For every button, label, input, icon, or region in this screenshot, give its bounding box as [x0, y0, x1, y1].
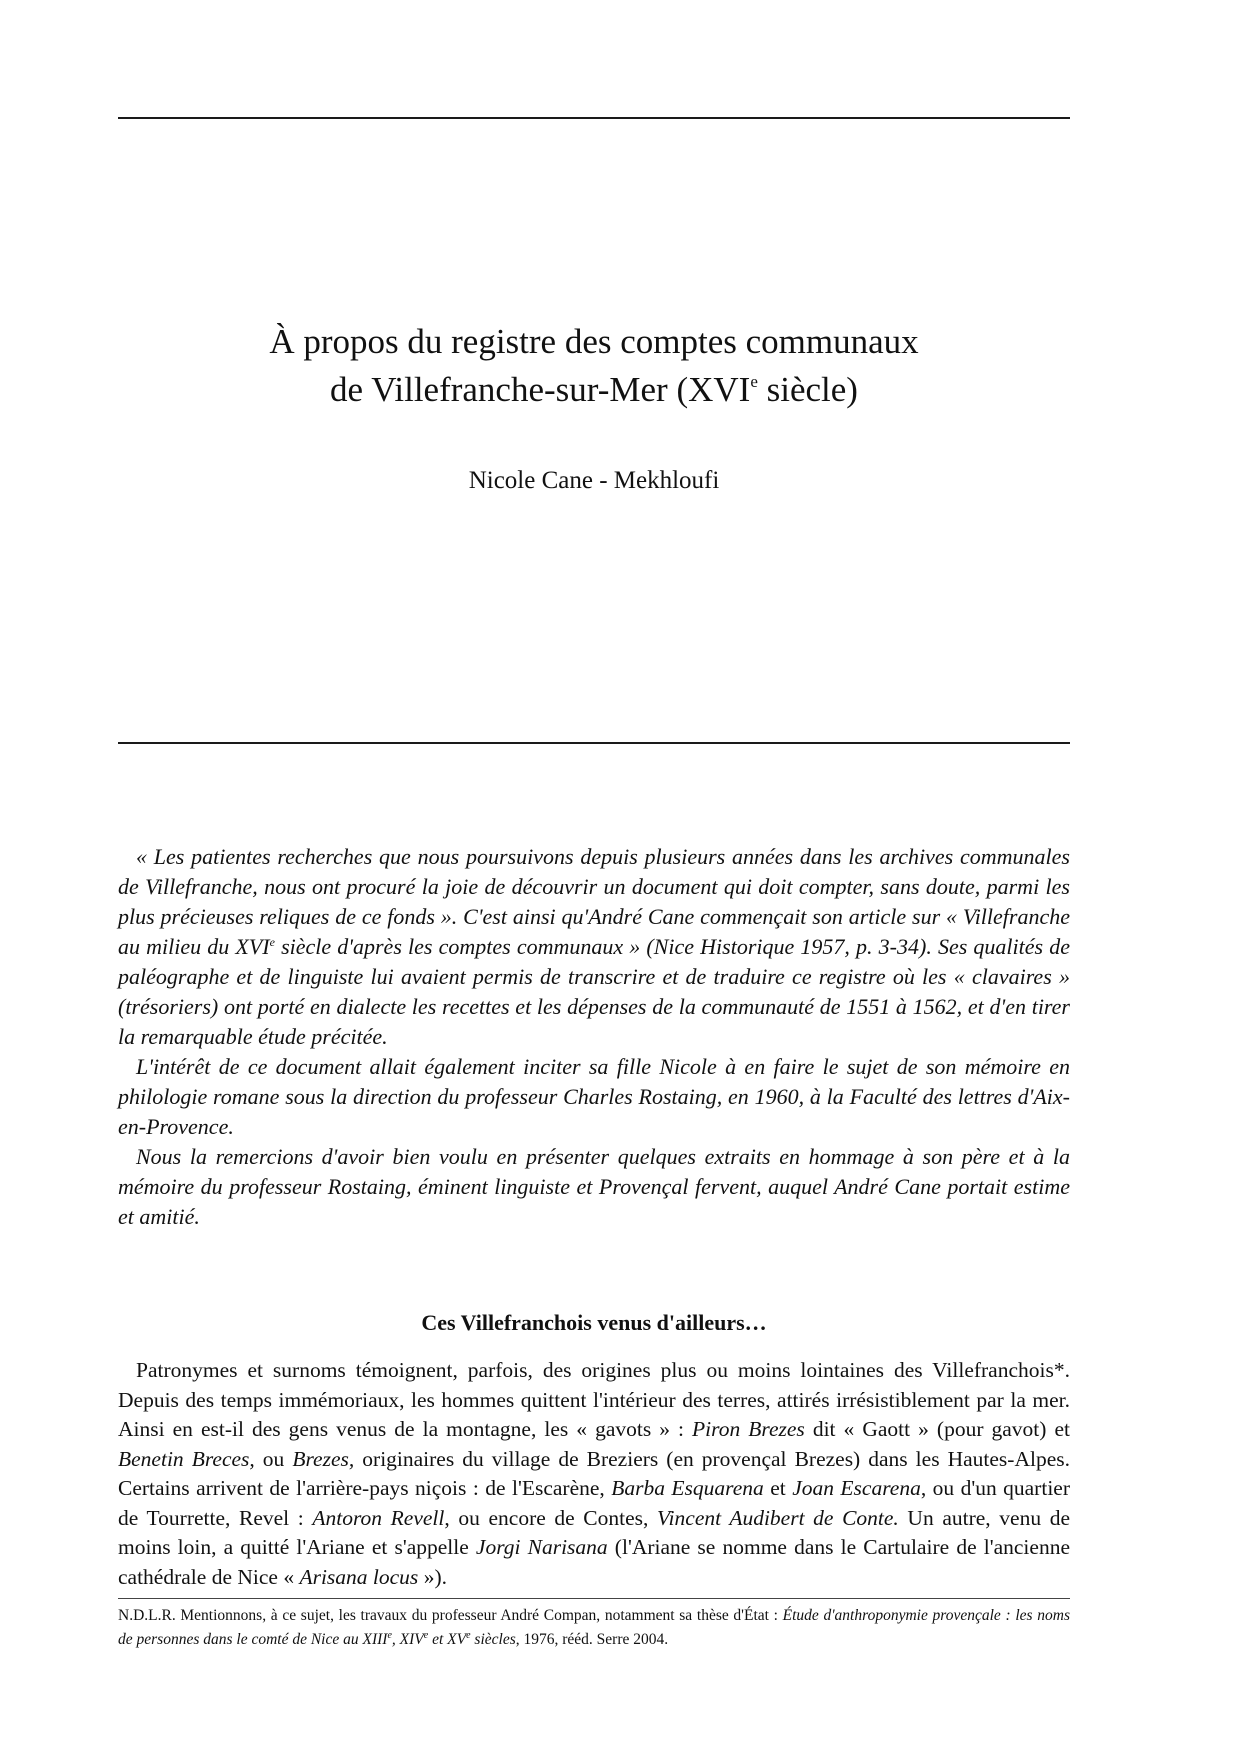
- epigraph: [118, 842, 1070, 1232]
- person-name: Joan Escarena: [792, 1476, 921, 1500]
- latin-term: Arisana locus: [299, 1564, 419, 1589]
- author-name: Nicole Cane - Mekhloufi: [468, 467, 720, 494]
- person-name: Brezes,: [292, 1446, 355, 1471]
- top-divider: [118, 117, 1070, 119]
- title-line-2: de Villefranche-sur-Mer (XVIe siècle): [330, 370, 858, 409]
- cited-work-title: Étude d'anthroponymie provençale : les noms de personnes dans le comté de Nice au XIIIe, XIVe et XVe siècles: [118, 1607, 1070, 1648]
- person-name: Piron Brezes: [692, 1417, 805, 1441]
- person-name: Jorgi Narisana: [475, 1535, 608, 1559]
- title-divider: [118, 742, 1070, 744]
- person-name: Barba Esquarena: [611, 1476, 764, 1500]
- body-paragraph: Patronymes et surnoms témoignent, parfois, des origines plus ou moins lointaines des Villefranchois*. Depuis des temps immémoriaux, les hommes quittent l'intérieur des terres, attirés irrésistiblement par la mer. Ainsi en est-il des gens venus de la montagne, les « gavots » : Piron Brezes dit « Gaott » (pour gavot) et Benetin Breces, ou Brezes, originaires du village de Breziers (en provençal Brezes) dans les Hautes-Alpes. Certains arrivent de l'arrière-pays niçois : de l'Escarène, Barba Esquarena et Joan Escarena, ou d'un quartier de Tourrette, Revel : Antoron Revell, ou encore de Contes, Vincent Audibert de Conte. Un autre, venu de moins loin, a quitté l'Ariane et s'appelle Jorgi Narisana (l'Ariane se nomme dans le Cartulaire de l'ancienne cathédrale de Nice « Arisana locus »).: [118, 1358, 1070, 1589]
- epigraph-paragraph-2: L'intérêt de ce document allait également inciter sa fille Nicole à en faire le sujet de son mémoire en philologie romane sous la direction du professeur Charles Rostaing, en 1960, à la Faculté des lettres d'Aix-en-Provence.: [118, 1054, 1070, 1139]
- title-line-1: À propos du registre des comptes communaux: [269, 322, 919, 361]
- footnote-divider: [118, 1598, 1070, 1599]
- epigraph-paragraph-1: « Les patientes recherches que nous poursuivons depuis plusieurs années dans les archives communales de Villefranche, nous ont procuré la joie de découvrir un document qui doit compter, sans doute, parmi les plus précieuses reliques de ce fonds ». C'est ainsi qu'André Cane commençait son article sur « Villefranche au milieu du XVIe siècle d'après les comptes communaux » (Nice Historique 1957, p. 3-34). Ses qualités de paléographe et de linguiste lui avaient permis de transcrire et de traduire ce registre où les « clavaires » (trésoriers) ont porté en dialecte les recettes et les dépenses de la communauté de 1551 à 1562, et d'en tirer la remarquable étude précitée.: [118, 844, 1070, 1049]
- person-name: Vincent Audibert de Conte.: [657, 1505, 899, 1530]
- person-name: Antoron Revell: [312, 1505, 445, 1530]
- footnote: N.D.L.R. Mentionnons, à ce sujet, les travaux du professeur André Compan, notamment sa thèse d'État : Étude d'anthroponymie provençale : les noms de personnes dans le comté de Nice au XIIIe, XIVe et XVe siècles, 1976, rééd. Serre 2004.: [118, 1607, 1070, 1648]
- page-title: [118, 318, 1070, 414]
- person-name: Benetin Breces,: [118, 1446, 255, 1471]
- section-heading: Ces Villefranchois venus d'ailleurs…: [421, 1310, 767, 1335]
- epigraph-paragraph-3: Nous la remercions d'avoir bien voulu en présenter quelques extraits en hommage à son père et à la mémoire du professeur Rostaing, éminent linguiste et Provençal fervent, auquel André Cane portait estime et amitié.: [118, 1144, 1070, 1229]
